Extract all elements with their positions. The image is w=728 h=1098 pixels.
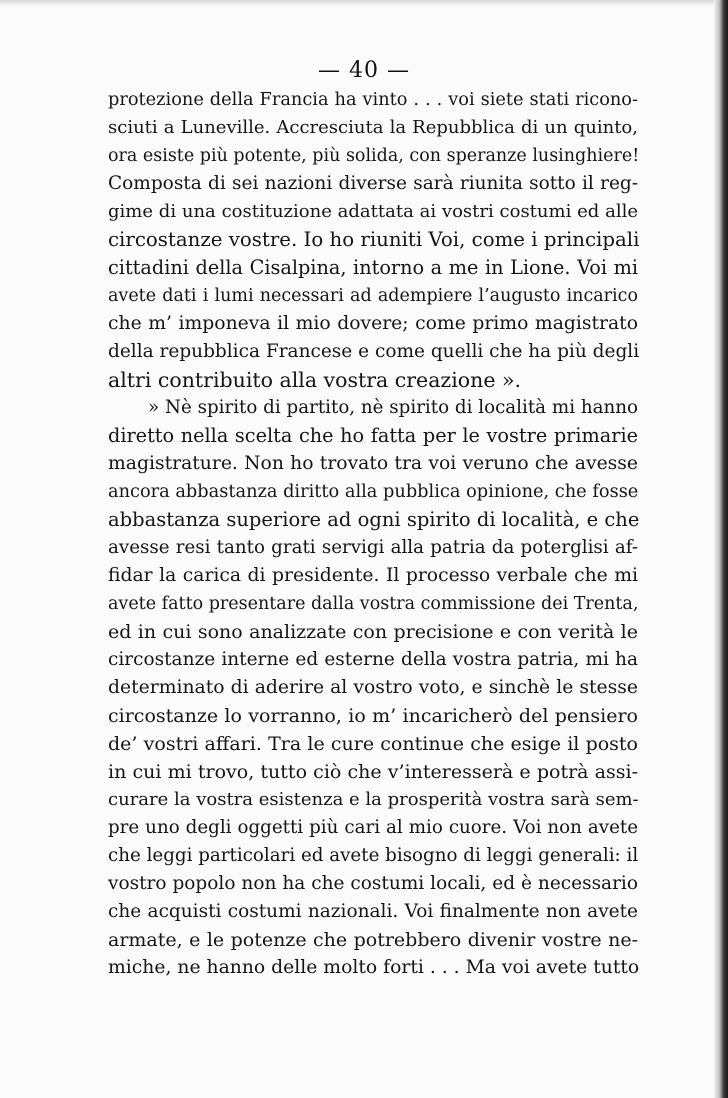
text-line: ora esiste più potente, più solida, con speranze lusinghiere! <box>108 146 640 166</box>
text-line: fidar la carica di presidente. Il processo verbale che mi <box>108 565 638 586</box>
text-line: pre uno degli oggetti più cari al mio cuore. Voi non avete <box>108 817 638 838</box>
text-line: cittadini della Cisalpina, intorno a me in Lione. Voi mi <box>108 256 638 279</box>
text-line: curare la vostra esistenza e la prosperità vostra sarà sem- <box>108 789 639 810</box>
text-line: circostanze vostre. Io ho riuniti Voi, come i principali <box>108 228 640 251</box>
text-line: che acquisti costumi nazionali. Voi finalmente non avete <box>108 901 638 922</box>
text-line: circostanze interne ed esterne della vostra patria, mi ha <box>108 649 638 670</box>
text-line: che m’ imponeva il mio dovere; come primo magistrato <box>108 313 638 334</box>
text-line: gime di una costituzione adattata ai vostri costumi ed alle <box>108 201 638 222</box>
text-line: sciuti a Luneville. Accresciuta la Repubblica di un quinto, <box>108 117 638 138</box>
text-line: determinato di aderire al vostro voto, e sinchè le stesse <box>108 677 638 698</box>
text-line: avesse resi tanto grati servigi alla patria da poterglisi af- <box>108 537 638 558</box>
text-line: miche, ne hanno delle molto forti . . . Ma voi avete tutto <box>108 957 640 978</box>
text-line: in cui mi trovo, tutto ciò che v’interesserà e potrà assi- <box>108 761 638 783</box>
text-line: della repubblica Francese e come quelli che ha più degli <box>108 341 640 362</box>
text-line: altri contribuito alla vostra creazione ». <box>108 368 522 392</box>
page-binding-edge <box>714 0 728 1098</box>
text-line: Composta di sei nazioni diverse sarà riunita sotto il reg- <box>108 173 638 194</box>
text-line: magistrature. Non ho trovato tra voi veruno che avesse <box>108 453 638 474</box>
text-line: avete dati i lumi necessari ad adempiere l’augusto incarico <box>108 286 638 306</box>
text-line: che leggi particolari ed avete bisogno di leggi generali: il <box>108 845 639 866</box>
text-line: diretto nella scelta che ho fatta per le vostre primarie <box>108 424 638 447</box>
page-number: — 40 — <box>318 58 410 83</box>
text-line: avete fatto presentare dalla vostra commissione dei Trenta, <box>108 594 639 614</box>
paragraph-first-line: » Nè spirito di partito, nè spirito di località mi hanno <box>148 397 638 418</box>
text-line: ed in cui sono analizzate con precisione e con verità le <box>108 621 638 643</box>
text-line: protezione della Francia ha vinto . . . voi siete stati ricono- <box>108 90 638 110</box>
text-line: abbastanza superiore ad ogni spirito di località, e che <box>108 508 640 531</box>
page-top-edge-shadow <box>0 0 728 6</box>
text-line: de’ vostri affari. Tra le cure continue che esige il posto <box>108 733 638 755</box>
text-line: ancora abbastanza diritto alla pubblica opinione, che fosse <box>108 482 639 502</box>
text-line: circostanze lo vorranno, io m’ incaricherò del pensiero <box>108 705 638 727</box>
text-line: armate, e le potenze che potrebbero divenir vostre ne- <box>108 929 638 951</box>
text-line: vostro popolo non ha che costumi locali, ed è necessario <box>108 873 638 894</box>
